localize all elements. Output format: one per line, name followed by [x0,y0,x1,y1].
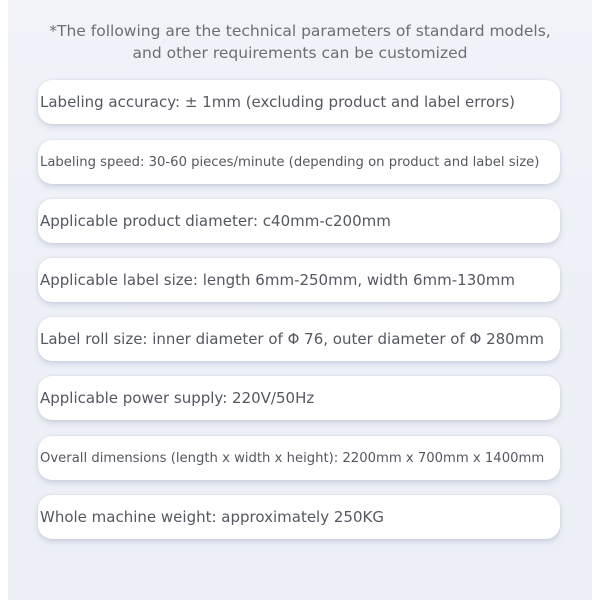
spec-note-line-1: *The following are the technical parameters of standard models, [49,22,551,40]
spec-item-overall-dimensions [38,436,560,480]
spec-item-text: Labeling accuracy: ± 1mm (excluding product and label errors) [40,93,516,111]
spec-item-text: Applicable label size: length 6mm-250mm, width 6mm-130mm [40,271,516,289]
spec-item-product-diameter [38,199,560,243]
spec-item-labeling-speed [38,140,560,184]
spec-item-text: Overall dimensions (length x width x height): 2200mm x 700mm x 1400mm [40,450,545,466]
spec-item-text: Labeling speed: 30-60 pieces/minute (depending on product and label size) [40,154,540,170]
spec-note-line-2: and other requirements can be customized [132,44,468,62]
spec-item-label-roll-size [38,317,560,361]
spec-item-label-size [38,258,560,302]
spec-item-labeling-accuracy [38,80,560,124]
spec-item-power-supply [38,376,560,420]
spec-item-text: Label roll size: inner diameter of Φ 76, outer diameter of Φ 280mm [40,330,544,348]
spec-note [8,20,592,64]
spec-item-text: Whole machine weight: approximately 250KG [40,508,384,526]
spec-item-text: Applicable power supply: 220V/50Hz [40,389,315,407]
spec-item-machine-weight [38,495,560,539]
spec-item-text: Applicable product diameter: c40mm-c200mm [40,212,391,230]
spec-panel [8,0,592,600]
